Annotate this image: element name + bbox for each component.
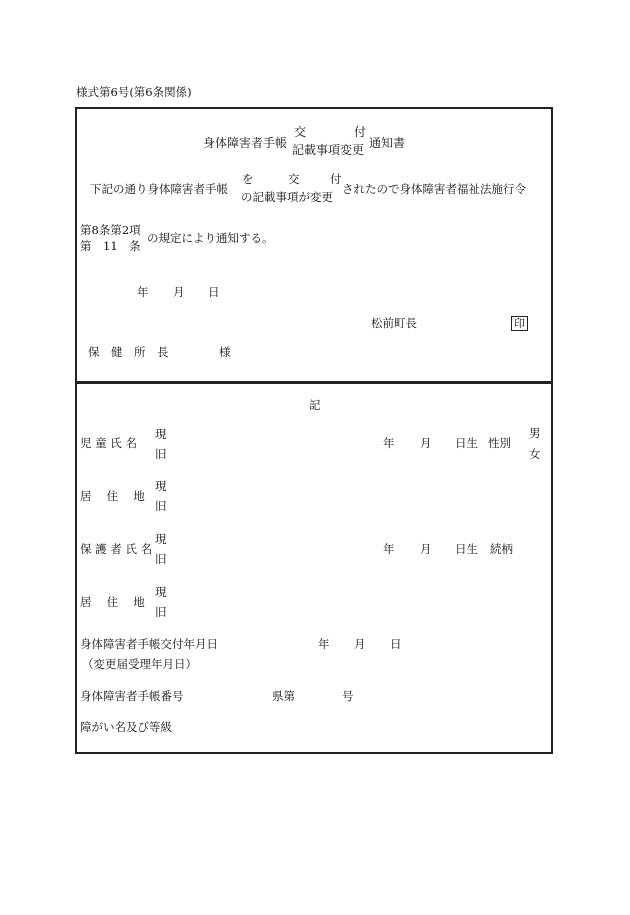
guardian-birth-month: 月 — [420, 542, 432, 556]
child-birth-month: 月 — [420, 436, 432, 450]
handbook-number-label: 身体障害者手帳番号 — [80, 689, 184, 703]
guardian-birth-day: 日生 — [455, 542, 478, 556]
child-address-current: 現 — [155, 479, 167, 493]
seal-mark: 印 — [511, 316, 528, 331]
body-option-b: 交 — [288, 172, 300, 186]
change-date-label: （変更届受理年月日） — [82, 657, 197, 671]
body-change-option: の記載事項が変更 — [241, 190, 333, 204]
issuer-name: 松前町長 — [371, 316, 417, 330]
title-issue-char-b: 付 — [354, 125, 367, 139]
guardian-address-current: 現 — [155, 585, 167, 599]
child-birth-year: 年 — [383, 436, 395, 450]
date-year: 年 — [137, 285, 149, 299]
guardian-name-label: 保 護 者 氏 名 — [80, 542, 153, 556]
prefecture-label: 県第 — [272, 689, 295, 703]
article-option-top: 第8条第2項 — [80, 223, 141, 237]
child-name-label: 児 童 氏 名 — [80, 436, 137, 450]
gender-female: 女 — [529, 447, 541, 461]
article-option-bottom: 第 11 条 — [80, 239, 141, 253]
disability-label: 障がい名及び等級 — [80, 720, 172, 734]
relation-label: 続柄 — [490, 542, 513, 556]
addressee-label: 保 健 所 長 — [88, 345, 169, 359]
gender-male: 男 — [529, 426, 541, 440]
child-name-former: 旧 — [155, 447, 167, 461]
record-heading: 記 — [309, 398, 321, 412]
body-option-c: 付 — [330, 172, 342, 186]
guardian-name-current: 現 — [155, 532, 167, 546]
gender-label: 性別 — [488, 436, 511, 450]
title-issue-char-a: 交 — [294, 125, 307, 139]
article-suffix: の規定により通知する。 — [147, 231, 274, 245]
addressee-honorific: 様 — [219, 345, 231, 359]
title-change-option: 記載事項変更 — [292, 143, 365, 157]
title-suffix: 通知書 — [369, 136, 406, 150]
issue-year: 年 — [318, 637, 330, 651]
guardian-address-former: 旧 — [155, 605, 167, 619]
body-option-a: を — [242, 172, 254, 186]
child-name-current: 現 — [155, 427, 167, 441]
guardian-address-label: 居 住 地 — [80, 595, 145, 609]
child-address-former: 旧 — [155, 499, 167, 513]
body-suffix: されたので身体障害者福祉法施行令 — [342, 182, 526, 196]
guardian-name-former: 旧 — [155, 552, 167, 566]
date-day: 日 — [208, 285, 220, 299]
number-suffix: 号 — [342, 689, 354, 703]
child-birth-day: 日生 — [455, 436, 478, 450]
child-address-label: 居 住 地 — [80, 489, 145, 503]
guardian-birth-year: 年 — [383, 542, 395, 556]
issue-day: 日 — [390, 637, 402, 651]
title-prefix: 身体障害者手帳 — [203, 136, 288, 150]
form-number-label: 様式第6号(第6条関係) — [76, 85, 192, 99]
issue-date-label: 身体障害者手帳交付年月日 — [80, 637, 218, 651]
body-prefix: 下記の通り身体障害者手帳 — [90, 182, 228, 196]
date-month: 月 — [173, 285, 185, 299]
issue-month: 月 — [354, 637, 366, 651]
